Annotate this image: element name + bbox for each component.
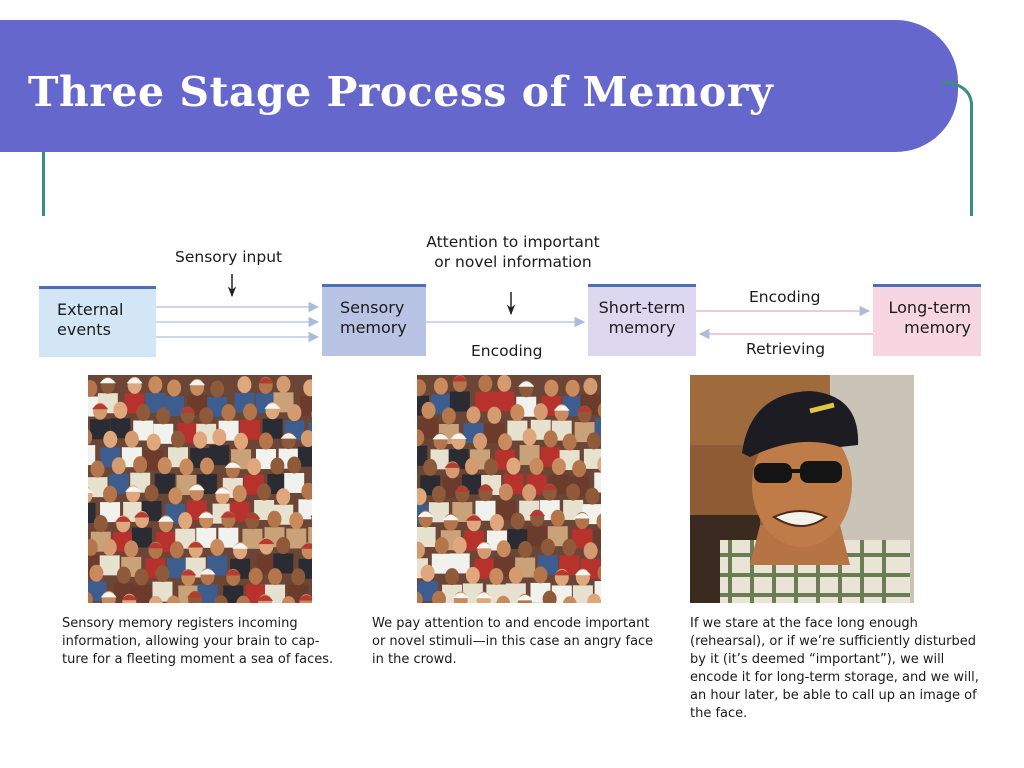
- sensory-memory-box: [322, 284, 426, 356]
- encoding-caption: [372, 615, 684, 669]
- retrieving-label: Retrieving: [746, 340, 826, 358]
- external-events-label-line2: events: [57, 320, 111, 339]
- external-events-label-line1: External: [57, 300, 124, 319]
- long-term-caption-line2: (rehearsal), or if we’re sufficiently disturbed: [690, 634, 976, 649]
- long-term-caption-line3: by it (it’s deemed “important”), we will: [690, 652, 945, 667]
- attention-label-line2: or novel information: [434, 253, 592, 271]
- crowd-photo-encoding-image: [417, 375, 601, 603]
- crowd-photo-sensory-image: [88, 375, 312, 603]
- sensory-input-label: Sensory input: [175, 248, 283, 266]
- sensory-caption-line1: Sensory memory registers incoming: [62, 616, 298, 631]
- encoding-caption-line1: We pay attention to and encode important: [372, 616, 650, 631]
- sensory-memory-label-line2: memory: [340, 318, 407, 337]
- encoding-caption-line3: in the crowd.: [372, 652, 457, 667]
- sensory-caption-line2: information, allowing your brain to cap-: [62, 634, 320, 649]
- short-term-memory-label-line1: Short-term: [598, 298, 686, 317]
- long-term-memory-box: [873, 284, 981, 356]
- encoding-label-sensory: Encoding: [471, 342, 543, 360]
- short-term-memory-box: [588, 284, 696, 356]
- short-term-memory-label-line2: memory: [608, 318, 676, 337]
- encoding-label-longterm: Encoding: [749, 288, 821, 306]
- attention-label: [401, 232, 625, 272]
- crowd-photo-encoding: [417, 375, 601, 603]
- sensory-caption: [62, 615, 362, 669]
- long-term-caption-line1: If we stare at the face long enough: [690, 616, 918, 631]
- long-term-memory-label-line1: Long-term: [888, 298, 971, 317]
- slide-title: Three Stage Process of Memory: [28, 68, 774, 116]
- sensory-caption-line3: ture for a fleeting moment a sea of faces.: [62, 652, 334, 667]
- angry-face-photo-image: [690, 375, 914, 603]
- long-term-caption-line6: the face.: [690, 706, 748, 721]
- external-to-sensory-arrows: [156, 307, 318, 337]
- long-term-caption: [690, 615, 1015, 723]
- attention-label-line1: Attention to important: [426, 233, 600, 251]
- sensory-memory-label-line1: Sensory: [340, 298, 405, 317]
- angry-face-photo: [690, 375, 914, 603]
- encoding-caption-line2: or novel stimuli—in this case an angry face: [372, 634, 654, 649]
- crowd-photo-sensory: [88, 375, 312, 603]
- long-term-memory-label-line2: memory: [904, 318, 971, 337]
- long-term-caption-line4: encode it for long-term storage, and we will,: [690, 670, 979, 685]
- long-term-caption-line5: an hour later, be able to call up an image of: [690, 688, 977, 703]
- external-events-box: [39, 286, 156, 357]
